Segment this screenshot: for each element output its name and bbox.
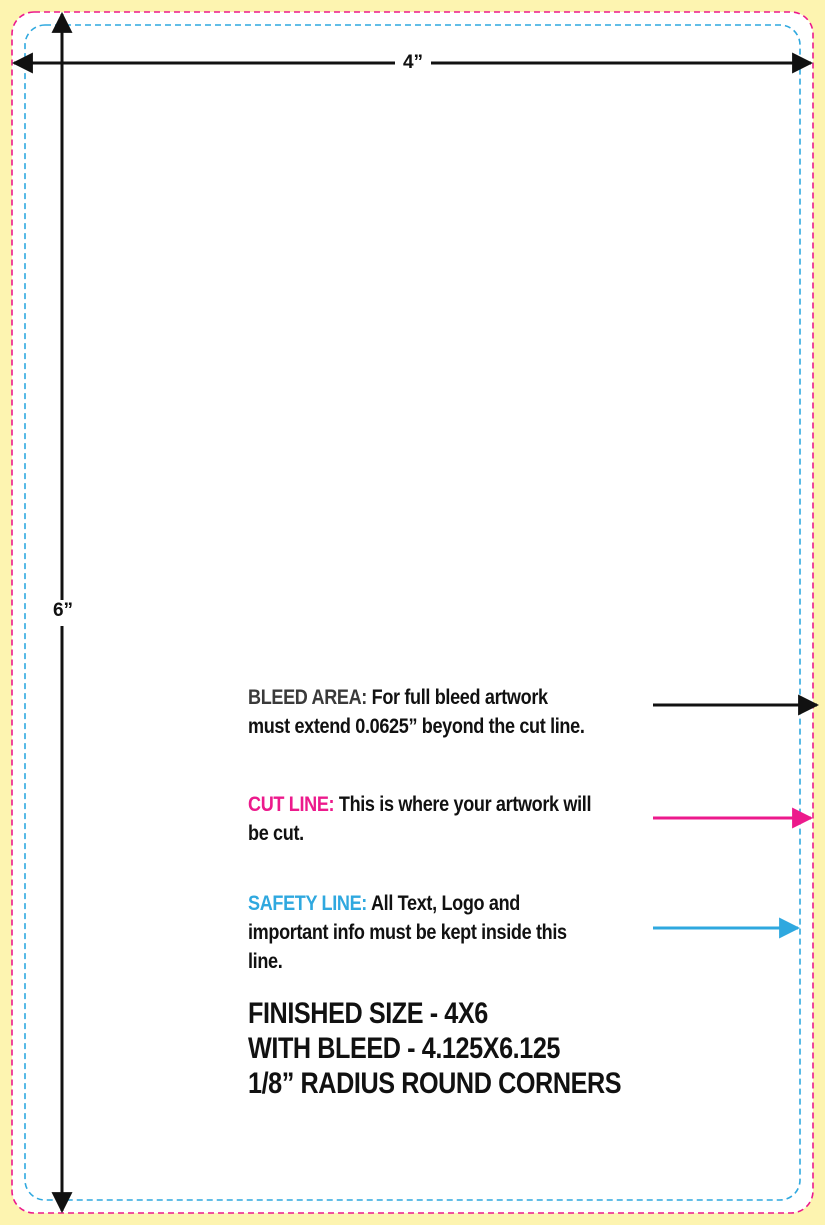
cut-line-text: This is where your artwork will be cut. xyxy=(248,793,592,845)
safety-line-heading: SAFETY LINE: xyxy=(248,892,367,915)
safety-line-text: All Text, Logo and important info must be kept inside this line. xyxy=(248,892,567,973)
bleed-area-text: For full bleed artwork must extend 0.0625” beyond the cut line. xyxy=(248,686,585,738)
bleed-area-heading: BLEED AREA: xyxy=(248,686,367,709)
cut-line-note xyxy=(248,790,592,848)
finished-size-line: FINISHED SIZE - 4X6 xyxy=(248,997,488,1030)
finished-size-specs xyxy=(248,996,634,1101)
width-label: 4” xyxy=(395,52,431,76)
height-label: 6” xyxy=(48,600,78,626)
cut-line-heading: CUT LINE: xyxy=(248,793,335,816)
with-bleed-line: WITH BLEED - 4.125X6.125 xyxy=(248,1032,561,1065)
corner-radius-line: 1/8” RADIUS ROUND CORNERS xyxy=(248,1067,622,1100)
safety-line-note xyxy=(248,889,592,976)
bleed-area-note xyxy=(248,683,592,741)
